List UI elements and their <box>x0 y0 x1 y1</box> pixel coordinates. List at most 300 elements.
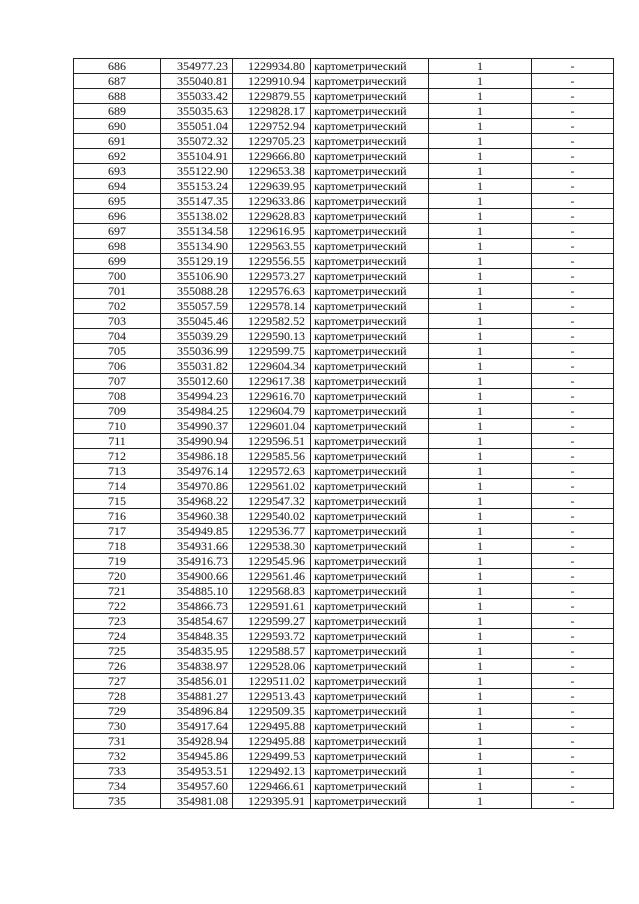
table-row <box>74 254 614 269</box>
point-number-cell: 689 <box>74 104 161 119</box>
note-cell: - <box>532 479 614 494</box>
accuracy-cell: 1 <box>429 569 532 584</box>
table-row <box>74 389 614 404</box>
y-coordinate-cell: 1229591.61 <box>233 599 311 614</box>
table-row <box>74 659 614 674</box>
method-cell: картометрический <box>311 404 429 419</box>
x-coordinate-cell: 355036.99 <box>161 344 233 359</box>
table-row <box>74 404 614 419</box>
table-row <box>74 569 614 584</box>
y-coordinate-cell: 1229538.30 <box>233 539 311 554</box>
x-coordinate-cell: 354960.38 <box>161 509 233 524</box>
table-row <box>74 554 614 569</box>
accuracy-cell: 1 <box>429 134 532 149</box>
method-cell: картометрический <box>311 59 429 74</box>
coordinates-table <box>73 58 614 809</box>
x-coordinate-cell: 355104.91 <box>161 149 233 164</box>
table-row <box>74 509 614 524</box>
table-row <box>74 344 614 359</box>
y-coordinate-cell: 1229588.57 <box>233 644 311 659</box>
note-cell: - <box>532 764 614 779</box>
point-number-cell: 703 <box>74 314 161 329</box>
point-number-cell: 721 <box>74 584 161 599</box>
note-cell: - <box>532 614 614 629</box>
table-row <box>74 704 614 719</box>
note-cell: - <box>532 644 614 659</box>
note-cell: - <box>532 194 614 209</box>
method-cell: картометрический <box>311 254 429 269</box>
accuracy-cell: 1 <box>429 59 532 74</box>
table-row <box>74 599 614 614</box>
note-cell: - <box>532 704 614 719</box>
accuracy-cell: 1 <box>429 254 532 269</box>
x-coordinate-cell: 354856.01 <box>161 674 233 689</box>
y-coordinate-cell: 1229578.14 <box>233 299 311 314</box>
y-coordinate-cell: 1229617.38 <box>233 374 311 389</box>
y-coordinate-cell: 1229633.86 <box>233 194 311 209</box>
note-cell: - <box>532 389 614 404</box>
x-coordinate-cell: 354848.35 <box>161 629 233 644</box>
method-cell: картометрический <box>311 554 429 569</box>
x-coordinate-cell: 355088.28 <box>161 284 233 299</box>
note-cell: - <box>532 164 614 179</box>
accuracy-cell: 1 <box>429 764 532 779</box>
point-number-cell: 716 <box>74 509 161 524</box>
y-coordinate-cell: 1229572.63 <box>233 464 311 479</box>
accuracy-cell: 1 <box>429 449 532 464</box>
method-cell: картометрический <box>311 299 429 314</box>
point-number-cell: 717 <box>74 524 161 539</box>
accuracy-cell: 1 <box>429 749 532 764</box>
y-coordinate-cell: 1229492.13 <box>233 764 311 779</box>
method-cell: картометрический <box>311 539 429 554</box>
y-coordinate-cell: 1229528.06 <box>233 659 311 674</box>
point-number-cell: 734 <box>74 779 161 794</box>
note-cell: - <box>532 779 614 794</box>
y-coordinate-cell: 1229540.02 <box>233 509 311 524</box>
x-coordinate-cell: 355147.35 <box>161 194 233 209</box>
accuracy-cell: 1 <box>429 704 532 719</box>
x-coordinate-cell: 355033.42 <box>161 89 233 104</box>
y-coordinate-cell: 1229593.72 <box>233 629 311 644</box>
point-number-cell: 725 <box>74 644 161 659</box>
accuracy-cell: 1 <box>429 194 532 209</box>
method-cell: картометрический <box>311 659 429 674</box>
point-number-cell: 694 <box>74 179 161 194</box>
accuracy-cell: 1 <box>429 644 532 659</box>
x-coordinate-cell: 354957.60 <box>161 779 233 794</box>
x-coordinate-cell: 355072.32 <box>161 134 233 149</box>
accuracy-cell: 1 <box>429 419 532 434</box>
point-number-cell: 715 <box>74 494 161 509</box>
method-cell: картометрический <box>311 74 429 89</box>
x-coordinate-cell: 354866.73 <box>161 599 233 614</box>
table-row <box>74 539 614 554</box>
method-cell: картометрический <box>311 224 429 239</box>
table-row <box>74 734 614 749</box>
point-number-cell: 722 <box>74 599 161 614</box>
note-cell: - <box>532 269 614 284</box>
table-row <box>74 119 614 134</box>
table-row <box>74 584 614 599</box>
point-number-cell: 718 <box>74 539 161 554</box>
y-coordinate-cell: 1229568.83 <box>233 584 311 599</box>
table-row <box>74 74 614 89</box>
table-row <box>74 449 614 464</box>
note-cell: - <box>532 524 614 539</box>
accuracy-cell: 1 <box>429 239 532 254</box>
accuracy-cell: 1 <box>429 209 532 224</box>
table-row <box>74 419 614 434</box>
method-cell: картометрический <box>311 629 429 644</box>
x-coordinate-cell: 354900.66 <box>161 569 233 584</box>
x-coordinate-cell: 354896.84 <box>161 704 233 719</box>
y-coordinate-cell: 1229590.13 <box>233 329 311 344</box>
x-coordinate-cell: 355129.19 <box>161 254 233 269</box>
table-row <box>74 374 614 389</box>
note-cell: - <box>532 584 614 599</box>
method-cell: картометрический <box>311 779 429 794</box>
y-coordinate-cell: 1229628.83 <box>233 209 311 224</box>
note-cell: - <box>532 149 614 164</box>
accuracy-cell: 1 <box>429 464 532 479</box>
table-row <box>74 224 614 239</box>
table-row <box>74 209 614 224</box>
x-coordinate-cell: 355122.90 <box>161 164 233 179</box>
x-coordinate-cell: 354981.08 <box>161 794 233 809</box>
table-row <box>74 314 614 329</box>
note-cell: - <box>532 554 614 569</box>
accuracy-cell: 1 <box>429 554 532 569</box>
method-cell: картометрический <box>311 584 429 599</box>
table-row <box>74 719 614 734</box>
point-number-cell: 730 <box>74 719 161 734</box>
x-coordinate-cell: 355134.90 <box>161 239 233 254</box>
method-cell: картометрический <box>311 89 429 104</box>
x-coordinate-cell: 354990.37 <box>161 419 233 434</box>
x-coordinate-cell: 354881.27 <box>161 689 233 704</box>
coordinates-table-body <box>74 59 614 809</box>
x-coordinate-cell: 354990.94 <box>161 434 233 449</box>
table-row <box>74 239 614 254</box>
y-coordinate-cell: 1229653.38 <box>233 164 311 179</box>
accuracy-cell: 1 <box>429 689 532 704</box>
table-row <box>74 644 614 659</box>
table-row <box>74 674 614 689</box>
x-coordinate-cell: 354970.86 <box>161 479 233 494</box>
note-cell: - <box>532 59 614 74</box>
table-row <box>74 164 614 179</box>
note-cell: - <box>532 74 614 89</box>
point-number-cell: 709 <box>74 404 161 419</box>
point-number-cell: 698 <box>74 239 161 254</box>
method-cell: картометрический <box>311 509 429 524</box>
x-coordinate-cell: 355138.02 <box>161 209 233 224</box>
table-row <box>74 134 614 149</box>
method-cell: картометрический <box>311 449 429 464</box>
y-coordinate-cell: 1229585.56 <box>233 449 311 464</box>
y-coordinate-cell: 1229466.61 <box>233 779 311 794</box>
y-coordinate-cell: 1229705.23 <box>233 134 311 149</box>
point-number-cell: 701 <box>74 284 161 299</box>
point-number-cell: 724 <box>74 629 161 644</box>
note-cell: - <box>532 509 614 524</box>
point-number-cell: 733 <box>74 764 161 779</box>
x-coordinate-cell: 354885.10 <box>161 584 233 599</box>
x-coordinate-cell: 355106.90 <box>161 269 233 284</box>
method-cell: картометрический <box>311 614 429 629</box>
point-number-cell: 727 <box>74 674 161 689</box>
accuracy-cell: 1 <box>429 629 532 644</box>
point-number-cell: 710 <box>74 419 161 434</box>
method-cell: картометрический <box>311 209 429 224</box>
method-cell: картометрический <box>311 569 429 584</box>
y-coordinate-cell: 1229536.77 <box>233 524 311 539</box>
table-row <box>74 494 614 509</box>
accuracy-cell: 1 <box>429 779 532 794</box>
x-coordinate-cell: 354986.18 <box>161 449 233 464</box>
note-cell: - <box>532 404 614 419</box>
point-number-cell: 712 <box>74 449 161 464</box>
table-row <box>74 284 614 299</box>
point-number-cell: 688 <box>74 89 161 104</box>
table-row <box>74 689 614 704</box>
y-coordinate-cell: 1229511.02 <box>233 674 311 689</box>
point-number-cell: 707 <box>74 374 161 389</box>
accuracy-cell: 1 <box>429 149 532 164</box>
table-row <box>74 179 614 194</box>
accuracy-cell: 1 <box>429 389 532 404</box>
note-cell: - <box>532 359 614 374</box>
x-coordinate-cell: 354931.66 <box>161 539 233 554</box>
accuracy-cell: 1 <box>429 299 532 314</box>
y-coordinate-cell: 1229596.51 <box>233 434 311 449</box>
note-cell: - <box>532 374 614 389</box>
accuracy-cell: 1 <box>429 434 532 449</box>
note-cell: - <box>532 134 614 149</box>
y-coordinate-cell: 1229599.75 <box>233 344 311 359</box>
method-cell: картометрический <box>311 644 429 659</box>
y-coordinate-cell: 1229561.46 <box>233 569 311 584</box>
table-row <box>74 434 614 449</box>
method-cell: картометрический <box>311 434 429 449</box>
accuracy-cell: 1 <box>429 119 532 134</box>
accuracy-cell: 1 <box>429 479 532 494</box>
note-cell: - <box>532 329 614 344</box>
method-cell: картометрический <box>311 374 429 389</box>
y-coordinate-cell: 1229616.95 <box>233 224 311 239</box>
method-cell: картометрический <box>311 689 429 704</box>
point-number-cell: 719 <box>74 554 161 569</box>
table-row <box>74 194 614 209</box>
y-coordinate-cell: 1229639.95 <box>233 179 311 194</box>
accuracy-cell: 1 <box>429 164 532 179</box>
accuracy-cell: 1 <box>429 359 532 374</box>
accuracy-cell: 1 <box>429 719 532 734</box>
x-coordinate-cell: 355035.63 <box>161 104 233 119</box>
x-coordinate-cell: 354968.22 <box>161 494 233 509</box>
y-coordinate-cell: 1229879.55 <box>233 89 311 104</box>
table-row <box>74 89 614 104</box>
point-number-cell: 704 <box>74 329 161 344</box>
y-coordinate-cell: 1229604.79 <box>233 404 311 419</box>
note-cell: - <box>532 314 614 329</box>
note-cell: - <box>532 689 614 704</box>
point-number-cell: 713 <box>74 464 161 479</box>
y-coordinate-cell: 1229499.53 <box>233 749 311 764</box>
method-cell: картометрический <box>311 359 429 374</box>
table-row <box>74 329 614 344</box>
note-cell: - <box>532 734 614 749</box>
method-cell: картометрический <box>311 719 429 734</box>
x-coordinate-cell: 354928.94 <box>161 734 233 749</box>
table-row <box>74 269 614 284</box>
point-number-cell: 690 <box>74 119 161 134</box>
note-cell: - <box>532 419 614 434</box>
table-row <box>74 614 614 629</box>
y-coordinate-cell: 1229604.34 <box>233 359 311 374</box>
method-cell: картометрический <box>311 794 429 809</box>
y-coordinate-cell: 1229601.04 <box>233 419 311 434</box>
accuracy-cell: 1 <box>429 104 532 119</box>
y-coordinate-cell: 1229395.91 <box>233 794 311 809</box>
note-cell: - <box>532 284 614 299</box>
point-number-cell: 708 <box>74 389 161 404</box>
y-coordinate-cell: 1229547.32 <box>233 494 311 509</box>
y-coordinate-cell: 1229513.43 <box>233 689 311 704</box>
point-number-cell: 691 <box>74 134 161 149</box>
point-number-cell: 729 <box>74 704 161 719</box>
point-number-cell: 695 <box>74 194 161 209</box>
note-cell: - <box>532 179 614 194</box>
method-cell: картометрический <box>311 104 429 119</box>
table-row <box>74 629 614 644</box>
method-cell: картометрический <box>311 734 429 749</box>
accuracy-cell: 1 <box>429 74 532 89</box>
note-cell: - <box>532 659 614 674</box>
note-cell: - <box>532 89 614 104</box>
note-cell: - <box>532 449 614 464</box>
table-row <box>74 299 614 314</box>
accuracy-cell: 1 <box>429 224 532 239</box>
x-coordinate-cell: 355031.82 <box>161 359 233 374</box>
y-coordinate-cell: 1229561.02 <box>233 479 311 494</box>
x-coordinate-cell: 354953.51 <box>161 764 233 779</box>
note-cell: - <box>532 224 614 239</box>
accuracy-cell: 1 <box>429 734 532 749</box>
x-coordinate-cell: 355045.46 <box>161 314 233 329</box>
table-row <box>74 359 614 374</box>
x-coordinate-cell: 354984.25 <box>161 404 233 419</box>
table-row <box>74 149 614 164</box>
y-coordinate-cell: 1229582.52 <box>233 314 311 329</box>
method-cell: картометрический <box>311 314 429 329</box>
method-cell: картометрический <box>311 179 429 194</box>
x-coordinate-cell: 355040.81 <box>161 74 233 89</box>
point-number-cell: 693 <box>74 164 161 179</box>
accuracy-cell: 1 <box>429 599 532 614</box>
accuracy-cell: 1 <box>429 539 532 554</box>
y-coordinate-cell: 1229599.27 <box>233 614 311 629</box>
method-cell: картометрический <box>311 134 429 149</box>
y-coordinate-cell: 1229828.17 <box>233 104 311 119</box>
point-number-cell: 726 <box>74 659 161 674</box>
y-coordinate-cell: 1229545.96 <box>233 554 311 569</box>
x-coordinate-cell: 354945.86 <box>161 749 233 764</box>
point-number-cell: 711 <box>74 434 161 449</box>
note-cell: - <box>532 254 614 269</box>
point-number-cell: 731 <box>74 734 161 749</box>
point-number-cell: 692 <box>74 149 161 164</box>
method-cell: картометрический <box>311 194 429 209</box>
point-number-cell: 706 <box>74 359 161 374</box>
y-coordinate-cell: 1229556.55 <box>233 254 311 269</box>
note-cell: - <box>532 209 614 224</box>
method-cell: картометрический <box>311 749 429 764</box>
note-cell: - <box>532 569 614 584</box>
accuracy-cell: 1 <box>429 374 532 389</box>
accuracy-cell: 1 <box>429 314 532 329</box>
x-coordinate-cell: 354949.85 <box>161 524 233 539</box>
accuracy-cell: 1 <box>429 659 532 674</box>
table-row <box>74 104 614 119</box>
point-number-cell: 705 <box>74 344 161 359</box>
method-cell: картометрический <box>311 164 429 179</box>
table-row <box>74 464 614 479</box>
accuracy-cell: 1 <box>429 524 532 539</box>
y-coordinate-cell: 1229563.55 <box>233 239 311 254</box>
method-cell: картометрический <box>311 674 429 689</box>
note-cell: - <box>532 119 614 134</box>
method-cell: картометрический <box>311 269 429 284</box>
accuracy-cell: 1 <box>429 284 532 299</box>
point-number-cell: 702 <box>74 299 161 314</box>
x-coordinate-cell: 355012.60 <box>161 374 233 389</box>
x-coordinate-cell: 354976.14 <box>161 464 233 479</box>
note-cell: - <box>532 719 614 734</box>
method-cell: картометрический <box>311 119 429 134</box>
y-coordinate-cell: 1229666.80 <box>233 149 311 164</box>
point-number-cell: 699 <box>74 254 161 269</box>
x-coordinate-cell: 355051.04 <box>161 119 233 134</box>
point-number-cell: 696 <box>74 209 161 224</box>
accuracy-cell: 1 <box>429 794 532 809</box>
note-cell: - <box>532 749 614 764</box>
table-row <box>74 779 614 794</box>
note-cell: - <box>532 629 614 644</box>
y-coordinate-cell: 1229495.88 <box>233 734 311 749</box>
method-cell: картометрический <box>311 149 429 164</box>
method-cell: картометрический <box>311 494 429 509</box>
method-cell: картометрический <box>311 389 429 404</box>
y-coordinate-cell: 1229576.63 <box>233 284 311 299</box>
note-cell: - <box>532 674 614 689</box>
x-coordinate-cell: 354838.97 <box>161 659 233 674</box>
method-cell: картометрический <box>311 704 429 719</box>
accuracy-cell: 1 <box>429 614 532 629</box>
table-row <box>74 764 614 779</box>
table-row <box>74 524 614 539</box>
y-coordinate-cell: 1229495.88 <box>233 719 311 734</box>
point-number-cell: 732 <box>74 749 161 764</box>
method-cell: картометрический <box>311 599 429 614</box>
point-number-cell: 735 <box>74 794 161 809</box>
x-coordinate-cell: 354994.23 <box>161 389 233 404</box>
note-cell: - <box>532 239 614 254</box>
x-coordinate-cell: 354977.23 <box>161 59 233 74</box>
accuracy-cell: 1 <box>429 584 532 599</box>
y-coordinate-cell: 1229616.70 <box>233 389 311 404</box>
